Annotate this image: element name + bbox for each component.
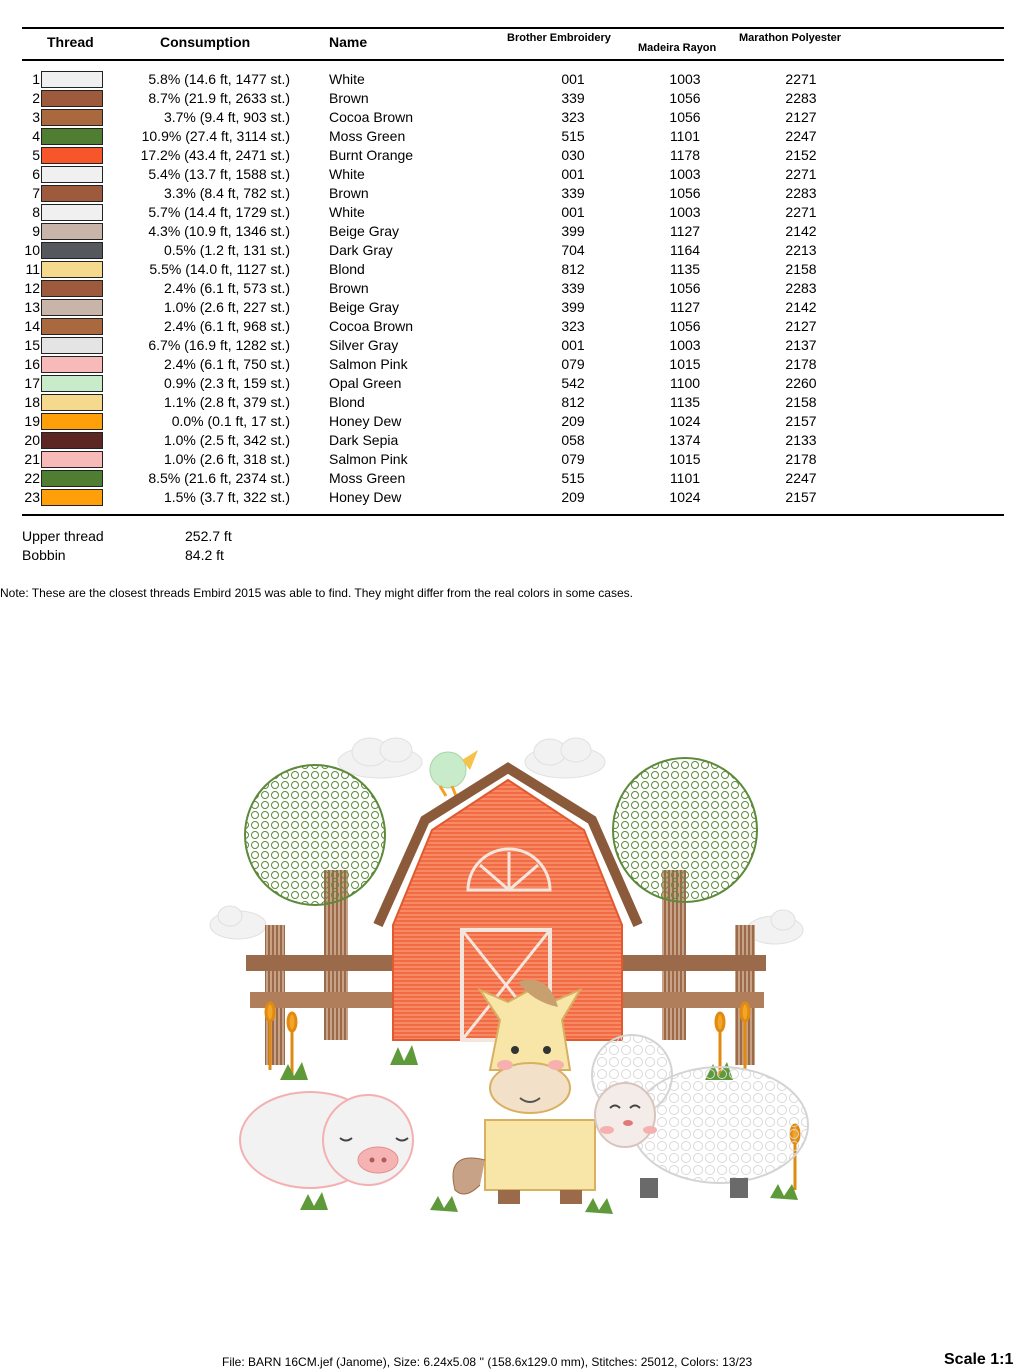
thread-number: 9 bbox=[32, 223, 40, 239]
marathon-code-cell: 2127 bbox=[785, 109, 817, 125]
header-brother: Brother Embroidery bbox=[507, 32, 611, 44]
cloud-far-left bbox=[210, 906, 266, 939]
brother-code-cell: 339 bbox=[561, 185, 585, 201]
color-swatch bbox=[41, 166, 103, 183]
marathon-code-cell: 2158 bbox=[785, 394, 817, 410]
thread-number: 16 bbox=[24, 356, 40, 372]
upper-thread-label: Upper thread bbox=[22, 528, 104, 544]
color-swatch bbox=[41, 356, 103, 373]
madeira-code-cell: 1056 bbox=[669, 318, 701, 334]
consumption-cell: 2.4% (6.1 ft, 750 st.) bbox=[163, 356, 290, 372]
thread-number: 4 bbox=[32, 128, 40, 144]
thread-number: 18 bbox=[24, 394, 40, 410]
thread-name-cell: Brown bbox=[329, 90, 369, 106]
consumption-cell: 5.7% (14.4 ft, 1729 st.) bbox=[148, 204, 290, 220]
bobbin-value: 84.2 ft bbox=[185, 547, 224, 563]
madeira-code-cell: 1100 bbox=[669, 375, 701, 391]
thread-name-cell: Silver Gray bbox=[329, 337, 399, 353]
header-thread: Thread bbox=[47, 34, 94, 50]
bobbin-label: Bobbin bbox=[22, 547, 66, 563]
brother-code-cell: 030 bbox=[561, 147, 585, 163]
color-swatch bbox=[41, 432, 103, 449]
marathon-code-cell: 2133 bbox=[785, 432, 817, 448]
thread-name-cell: White bbox=[329, 204, 365, 220]
madeira-code-cell: 1178 bbox=[669, 147, 701, 163]
thread-number: 10 bbox=[24, 242, 40, 258]
brother-code-cell: 209 bbox=[561, 413, 585, 429]
header-bottom-rule bbox=[22, 59, 1004, 61]
brother-code-cell: 209 bbox=[561, 489, 585, 505]
brother-code-cell: 079 bbox=[561, 451, 585, 467]
consumption-cell: 3.3% (8.4 ft, 782 st.) bbox=[163, 185, 290, 201]
thread-number: 6 bbox=[32, 166, 40, 182]
cloud-left bbox=[338, 738, 422, 778]
table-row bbox=[0, 146, 1024, 165]
brother-code-cell: 339 bbox=[561, 280, 585, 296]
consumption-cell: 3.7% (9.4 ft, 903 st.) bbox=[163, 109, 290, 125]
color-swatch bbox=[41, 185, 103, 202]
color-swatch bbox=[41, 451, 103, 468]
table-row bbox=[0, 241, 1024, 260]
table-row bbox=[0, 203, 1024, 222]
marathon-code-cell: 2283 bbox=[785, 185, 817, 201]
madeira-code-cell: 1164 bbox=[669, 242, 701, 258]
marathon-code-cell: 2271 bbox=[785, 204, 817, 220]
table-row bbox=[0, 70, 1024, 89]
consumption-cell: 1.1% (2.8 ft, 379 st.) bbox=[163, 394, 290, 410]
thread-number: 5 bbox=[32, 147, 40, 163]
cloud-far-right bbox=[747, 910, 803, 944]
thread-name-cell: Salmon Pink bbox=[329, 356, 408, 372]
madeira-code-cell: 1135 bbox=[669, 261, 701, 277]
table-top-rule bbox=[22, 27, 1004, 29]
color-swatch bbox=[41, 71, 103, 88]
color-swatch bbox=[41, 109, 103, 126]
consumption-cell: 5.5% (14.0 ft, 1127 st.) bbox=[149, 261, 290, 277]
cloud-right bbox=[525, 738, 605, 778]
table-row bbox=[0, 260, 1024, 279]
thread-name-cell: Moss Green bbox=[329, 128, 406, 144]
madeira-code-cell: 1003 bbox=[669, 166, 701, 182]
marathon-code-cell: 2247 bbox=[785, 128, 817, 144]
table-row bbox=[0, 317, 1024, 336]
table-row bbox=[0, 89, 1024, 108]
marathon-code-cell: 2271 bbox=[785, 71, 817, 87]
consumption-cell: 1.0% (2.6 ft, 227 st.) bbox=[163, 299, 290, 315]
brother-code-cell: 058 bbox=[561, 432, 585, 448]
consumption-cell: 8.7% (21.9 ft, 2633 st.) bbox=[148, 90, 290, 106]
sheep bbox=[592, 1035, 808, 1198]
consumption-cell: 1.0% (2.6 ft, 318 st.) bbox=[163, 451, 290, 467]
brother-code-cell: 399 bbox=[561, 223, 585, 239]
marathon-code-cell: 2260 bbox=[785, 375, 817, 391]
consumption-cell: 5.8% (14.6 ft, 1477 st.) bbox=[148, 71, 290, 87]
scale-label: Scale 1:1 bbox=[944, 1351, 1014, 1368]
color-swatch bbox=[41, 470, 103, 487]
madeira-code-cell: 1374 bbox=[669, 432, 701, 448]
table-row bbox=[0, 279, 1024, 298]
thread-number: 7 bbox=[32, 185, 40, 201]
brother-code-cell: 812 bbox=[561, 394, 585, 410]
color-swatch bbox=[41, 280, 103, 297]
marathon-code-cell: 2283 bbox=[785, 280, 817, 296]
consumption-cell: 10.9% (27.4 ft, 3114 st.) bbox=[141, 128, 290, 144]
thread-name-cell: Moss Green bbox=[329, 470, 406, 486]
consumption-cell: 0.9% (2.3 ft, 159 st.) bbox=[163, 375, 290, 391]
table-row bbox=[0, 431, 1024, 450]
madeira-code-cell: 1056 bbox=[669, 185, 701, 201]
color-swatch bbox=[41, 394, 103, 411]
thread-number: 15 bbox=[24, 337, 40, 353]
color-swatch bbox=[41, 299, 103, 316]
thread-number: 17 bbox=[24, 375, 40, 391]
marathon-code-cell: 2158 bbox=[785, 261, 817, 277]
table-row bbox=[0, 298, 1024, 317]
consumption-cell: 17.2% (43.4 ft, 2471 st.) bbox=[140, 147, 290, 163]
table-row bbox=[0, 355, 1024, 374]
thread-name-cell: Beige Gray bbox=[329, 223, 400, 239]
brother-code-cell: 399 bbox=[561, 299, 585, 315]
consumption-cell: 1.0% (2.5 ft, 342 st.) bbox=[163, 432, 290, 448]
note-text: Note: These are the closest threads Embird 2015 was able to find. They might differ from the real colors in some cases. bbox=[0, 586, 633, 600]
color-swatch bbox=[41, 128, 103, 145]
madeira-code-cell: 1024 bbox=[669, 413, 701, 429]
madeira-code-cell: 1101 bbox=[669, 128, 701, 144]
embroidery-preview bbox=[200, 720, 820, 1230]
color-swatch bbox=[41, 318, 103, 335]
brother-code-cell: 542 bbox=[561, 375, 585, 391]
consumption-cell: 0.0% (0.1 ft, 17 st.) bbox=[171, 413, 290, 429]
color-swatch bbox=[41, 90, 103, 107]
marathon-code-cell: 2178 bbox=[785, 356, 817, 372]
brother-code-cell: 001 bbox=[561, 71, 585, 87]
thread-name-cell: White bbox=[329, 166, 365, 182]
madeira-code-cell: 1003 bbox=[669, 204, 701, 220]
table-row bbox=[0, 165, 1024, 184]
pig bbox=[240, 1092, 413, 1188]
marathon-code-cell: 2137 bbox=[785, 337, 817, 353]
madeira-code-cell: 1003 bbox=[669, 71, 701, 87]
brother-code-cell: 323 bbox=[561, 109, 585, 125]
thread-number: 8 bbox=[32, 204, 40, 220]
thread-number: 3 bbox=[32, 109, 40, 125]
madeira-code-cell: 1056 bbox=[669, 109, 701, 125]
color-swatch bbox=[41, 147, 103, 164]
thread-number: 20 bbox=[24, 432, 40, 448]
brother-code-cell: 001 bbox=[561, 166, 585, 182]
color-swatch bbox=[41, 261, 103, 278]
madeira-code-cell: 1015 bbox=[669, 356, 701, 372]
consumption-cell: 6.7% (16.9 ft, 1282 st.) bbox=[148, 337, 290, 353]
madeira-code-cell: 1024 bbox=[669, 489, 701, 505]
brother-code-cell: 812 bbox=[561, 261, 585, 277]
thread-name-cell: White bbox=[329, 71, 365, 87]
marathon-code-cell: 2142 bbox=[785, 299, 817, 315]
header-name: Name bbox=[329, 34, 368, 50]
madeira-code-cell: 1015 bbox=[669, 451, 701, 467]
consumption-cell: 8.5% (21.6 ft, 2374 st.) bbox=[148, 470, 290, 486]
color-swatch bbox=[41, 242, 103, 259]
madeira-code-cell: 1101 bbox=[669, 470, 701, 486]
brother-code-cell: 323 bbox=[561, 318, 585, 334]
table-row bbox=[0, 488, 1024, 507]
brother-code-cell: 704 bbox=[561, 242, 585, 258]
table-row bbox=[0, 108, 1024, 127]
thread-number: 14 bbox=[24, 318, 40, 334]
header-consumption: Consumption bbox=[160, 34, 251, 50]
marathon-code-cell: 2247 bbox=[785, 470, 817, 486]
consumption-cell: 5.4% (13.7 ft, 1588 st.) bbox=[148, 166, 290, 182]
upper-thread-value: 252.7 ft bbox=[185, 528, 232, 544]
madeira-code-cell: 1056 bbox=[669, 280, 701, 296]
thread-name-cell: Salmon Pink bbox=[329, 451, 408, 467]
thread-name-cell: Honey Dew bbox=[329, 489, 402, 505]
thread-name-cell: Cocoa Brown bbox=[329, 109, 414, 125]
consumption-cell: 4.3% (10.9 ft, 1346 st.) bbox=[148, 223, 290, 239]
marathon-code-cell: 2142 bbox=[785, 223, 817, 239]
thread-number: 11 bbox=[25, 261, 40, 277]
table-row bbox=[0, 336, 1024, 355]
table-row bbox=[0, 450, 1024, 469]
marathon-code-cell: 2283 bbox=[785, 90, 817, 106]
consumption-cell: 2.4% (6.1 ft, 573 st.) bbox=[163, 280, 290, 296]
thread-number: 19 bbox=[24, 413, 40, 429]
brother-code-cell: 001 bbox=[561, 204, 585, 220]
madeira-code-cell: 1003 bbox=[669, 337, 701, 353]
color-swatch bbox=[41, 223, 103, 240]
color-swatch bbox=[41, 489, 103, 506]
thread-name-cell: Cocoa Brown bbox=[329, 318, 414, 334]
thread-name-cell: Brown bbox=[329, 185, 369, 201]
marathon-code-cell: 2271 bbox=[785, 166, 817, 182]
barn bbox=[378, 768, 638, 1040]
madeira-code-cell: 1135 bbox=[669, 394, 701, 410]
thread-number: 2 bbox=[32, 90, 40, 106]
thread-name-cell: Blond bbox=[329, 394, 365, 410]
brother-code-cell: 339 bbox=[561, 90, 585, 106]
table-row bbox=[0, 374, 1024, 393]
color-swatch bbox=[41, 375, 103, 392]
table-row bbox=[0, 393, 1024, 412]
marathon-code-cell: 2178 bbox=[785, 451, 817, 467]
madeira-code-cell: 1056 bbox=[669, 90, 701, 106]
thread-number: 23 bbox=[24, 489, 40, 505]
thread-number: 12 bbox=[24, 280, 40, 296]
table-row bbox=[0, 127, 1024, 146]
table-row bbox=[0, 222, 1024, 241]
madeira-code-cell: 1127 bbox=[669, 223, 701, 239]
color-swatch bbox=[41, 204, 103, 221]
consumption-cell: 2.4% (6.1 ft, 968 st.) bbox=[163, 318, 290, 334]
header-marathon: Marathon Polyester bbox=[739, 32, 842, 44]
thread-number: 22 bbox=[24, 470, 40, 486]
thread-name-cell: Opal Green bbox=[329, 375, 402, 391]
table-bottom-rule bbox=[22, 514, 1004, 516]
marathon-code-cell: 2157 bbox=[785, 413, 817, 429]
thread-name-cell: Blond bbox=[329, 261, 365, 277]
marathon-code-cell: 2157 bbox=[785, 489, 817, 505]
brother-code-cell: 515 bbox=[561, 470, 585, 486]
brother-code-cell: 079 bbox=[561, 356, 585, 372]
thread-number: 1 bbox=[32, 71, 40, 87]
madeira-code-cell: 1127 bbox=[669, 299, 701, 315]
consumption-cell: 1.5% (3.7 ft, 322 st.) bbox=[163, 489, 290, 505]
header-madeira: Madeira Rayon bbox=[638, 42, 717, 54]
thread-name-cell: Dark Gray bbox=[329, 242, 393, 258]
file-info-footer: File: BARN 16CM.jef (Janome), Size: 6.24x5.08 '' (158.6x129.0 mm), Stitches: 25012, Colors: 13/23 bbox=[222, 1355, 753, 1369]
marathon-code-cell: 2152 bbox=[785, 147, 817, 163]
marathon-code-cell: 2127 bbox=[785, 318, 817, 334]
thread-name-cell: Dark Sepia bbox=[329, 432, 399, 448]
marathon-code-cell: 2213 bbox=[785, 242, 817, 258]
thread-name-cell: Burnt Orange bbox=[329, 147, 414, 163]
color-swatch bbox=[41, 413, 103, 430]
brother-code-cell: 001 bbox=[561, 337, 585, 353]
thread-name-cell: Beige Gray bbox=[329, 299, 400, 315]
brother-code-cell: 515 bbox=[561, 128, 585, 144]
thread-number: 21 bbox=[24, 451, 40, 467]
table-row bbox=[0, 184, 1024, 203]
color-swatch bbox=[41, 337, 103, 354]
consumption-cell: 0.5% (1.2 ft, 131 st.) bbox=[163, 242, 290, 258]
thread-number: 13 bbox=[24, 299, 40, 315]
thread-name-cell: Honey Dew bbox=[329, 413, 402, 429]
table-row bbox=[0, 412, 1024, 431]
thread-name-cell: Brown bbox=[329, 280, 369, 296]
table-row bbox=[0, 469, 1024, 488]
